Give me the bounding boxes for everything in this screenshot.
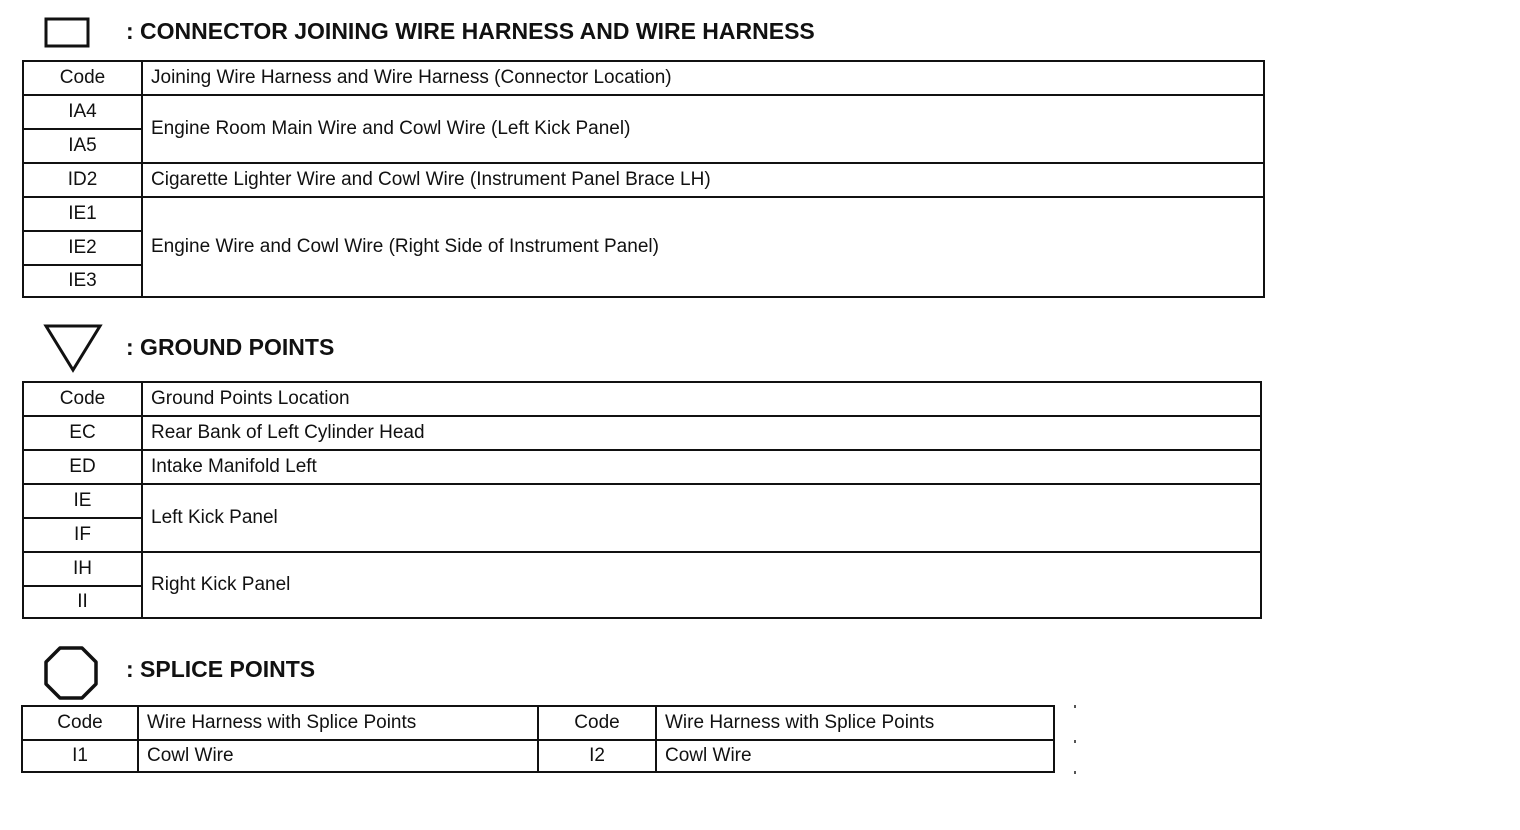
code-header: Code xyxy=(22,706,138,740)
ground-table xyxy=(22,381,1262,619)
table-row xyxy=(23,163,1264,197)
scan-mark xyxy=(1074,705,1076,708)
table-header-row xyxy=(22,706,1054,740)
table-row xyxy=(23,95,1264,129)
octagon-icon xyxy=(42,645,100,701)
code-cell: IE1 xyxy=(23,197,142,231)
rectangle-icon xyxy=(44,17,92,49)
location-header: Joining Wire Harness and Wire Harness (Connector Location) xyxy=(142,61,1264,95)
code-cell: EC xyxy=(23,416,142,450)
table-header-row xyxy=(23,61,1264,95)
table-header-row xyxy=(23,382,1261,416)
code-cell: IA4 xyxy=(23,95,142,129)
code-cell: IE xyxy=(23,484,142,518)
table-row xyxy=(23,197,1264,231)
table-row xyxy=(23,552,1261,586)
code-cell: I2 xyxy=(538,740,656,772)
scan-mark xyxy=(1074,771,1076,774)
code-cell: ED xyxy=(23,450,142,484)
code-cell: ID2 xyxy=(23,163,142,197)
code-header: Code xyxy=(23,61,142,95)
location-cell: Engine Wire and Cowl Wire (Right Side of Instrument Panel) xyxy=(142,197,1264,297)
code-cell: IE3 xyxy=(23,265,142,297)
location-header: Ground Points Location xyxy=(142,382,1261,416)
harness-cell: Cowl Wire xyxy=(656,740,1054,772)
harness-cell: Cowl Wire xyxy=(138,740,538,772)
code-cell: I1 xyxy=(22,740,138,772)
triangle-down-icon xyxy=(42,322,104,374)
ground-section-title: : GROUND POINTS xyxy=(126,334,335,360)
table-row xyxy=(22,740,1054,772)
connector-table xyxy=(22,60,1265,298)
location-cell: Engine Room Main Wire and Cowl Wire (Left Kick Panel) xyxy=(142,95,1264,163)
connector-section-title: : CONNECTOR JOINING WIRE HARNESS AND WIRE HARNESS xyxy=(126,18,815,44)
location-cell: Intake Manifold Left xyxy=(142,450,1261,484)
table-row xyxy=(23,484,1261,518)
code-cell: II xyxy=(23,586,142,618)
code-cell: IE2 xyxy=(23,231,142,265)
harness-header: Wire Harness with Splice Points xyxy=(656,706,1054,740)
location-cell: Left Kick Panel xyxy=(142,484,1261,552)
table-row xyxy=(23,416,1261,450)
splice-table xyxy=(21,705,1055,773)
location-cell: Rear Bank of Left Cylinder Head xyxy=(142,416,1261,450)
splice-section-title: : SPLICE POINTS xyxy=(126,656,316,682)
code-header: Code xyxy=(538,706,656,740)
code-cell: IF xyxy=(23,518,142,552)
scan-mark xyxy=(1074,740,1076,743)
harness-header: Wire Harness with Splice Points xyxy=(138,706,538,740)
location-cell: Cigarette Lighter Wire and Cowl Wire (Instrument Panel Brace LH) xyxy=(142,163,1264,197)
table-row xyxy=(23,450,1261,484)
code-header: Code xyxy=(23,382,142,416)
code-cell: IA5 xyxy=(23,129,142,163)
location-cell: Right Kick Panel xyxy=(142,552,1261,618)
code-cell: IH xyxy=(23,552,142,586)
